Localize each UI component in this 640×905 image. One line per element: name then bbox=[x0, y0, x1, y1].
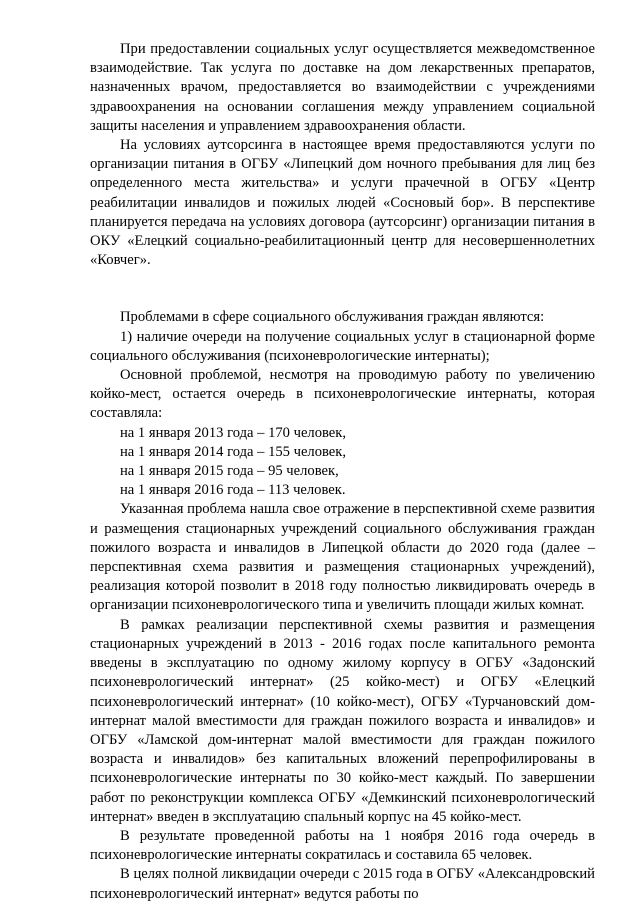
paragraph-implementation: В рамках реализации перспективной схемы развития и размещения стационарных учреждений в 2013 - 2016 годах после капитального ремонта введены в эксплуатацию по одному жилому корпусу в ОГБУ «Задонский психоневрологический интернат» (25 койко-мест) и ОГБУ «Елецкий психоневрологический интернат» (10 койко-мест), ОГБУ «Турчановский дом-интернат малой вместимости для граждан пожилого возраста и инвалидов» и ОГБУ «Ламской дом-интернат малой вместимости для граждан пожилого возраста и инвалидов» без капитальных вложений перепрофилированы в психоневрологические интернаты по 30 койко-мест каждый. По завершении работ по реконструкции комплекса ОГБУ «Демкинский психоневрологический интернат» введен в эксплуатацию спальный корпус на 45 койко-мест. bbox=[90, 616, 595, 825]
queue-item-2013: на 1 января 2013 года – 170 человек, bbox=[120, 424, 347, 441]
problem-item-1: 1) наличие очереди на получение социальных услуг в стационарной форме социального обслуживания (психоневрологические интернаты); bbox=[90, 328, 595, 364]
paragraph-spacer bbox=[90, 270, 595, 308]
paragraph-main-problem: Основной проблемой, несмотря на проводимую работу по увеличению койко-мест, остается очередь в психоневрологические интернаты, которая составляла: bbox=[90, 367, 595, 422]
paragraph-liquidation: В целях полной ликвидации очереди с 2015 года в ОГБУ «Александровский психоневрологический интернат» ведутся работы по bbox=[90, 866, 595, 902]
queue-item-2016: на 1 января 2016 года – 113 человек. bbox=[120, 482, 346, 499]
problems-heading: Проблемами в сфере социального обслуживания граждан являются: bbox=[120, 309, 545, 326]
queue-item-2015: на 1 января 2015 года – 95 человек, bbox=[120, 463, 339, 480]
paragraph-interagency: При предоставлении социальных услуг осуществляется межведомственное взаимодействие. Так услуга по доставке на дом лекарственных препаратов, назначенных врачом, предоставляется во взаимодействии с учреждениями здравоохранения на основании соглашения между управлением социальной защиты населения и управлением здравоохранения области. bbox=[90, 41, 595, 134]
paragraph-result: В результате проведенной работы на 1 ноября 2016 года очередь в психоневрологические интернаты сократилась и составила 65 человек. bbox=[90, 827, 595, 864]
queue-item-2014: на 1 января 2014 года – 155 человек, bbox=[120, 443, 347, 460]
paragraph-perspective-scheme: Указанная проблема нашла свое отражение в перспективной схеме развития и размещения стационарных учреждений социального обслуживания граждан пожилого возраста и инвалидов в Липецкой области до 2020 года (далее – перспективная схема развития и размещения стационарных учреждений), реализация которой позволит в 2018 году полностью ликвидировать очередь в организации психоневрологического типа и увеличить площади жилых комнат. bbox=[90, 501, 595, 614]
paragraph-outsourcing: На условиях аутсорсинга в настоящее время предоставляются услуги по организации питания в ОГБУ «Липецкий дом ночного пребывания для лиц без определенного места жительства» и услуги прачечной в ОГБУ «Центр реабилитации инвалидов и пожилых людей «Сосновый бор». В перспективе планируется передача на условиях договора (аутсорсинг) организации питания в ОКУ «Елецкий социально-реабилитационный центр для несовершеннолетних «Ковчег». bbox=[90, 137, 595, 269]
